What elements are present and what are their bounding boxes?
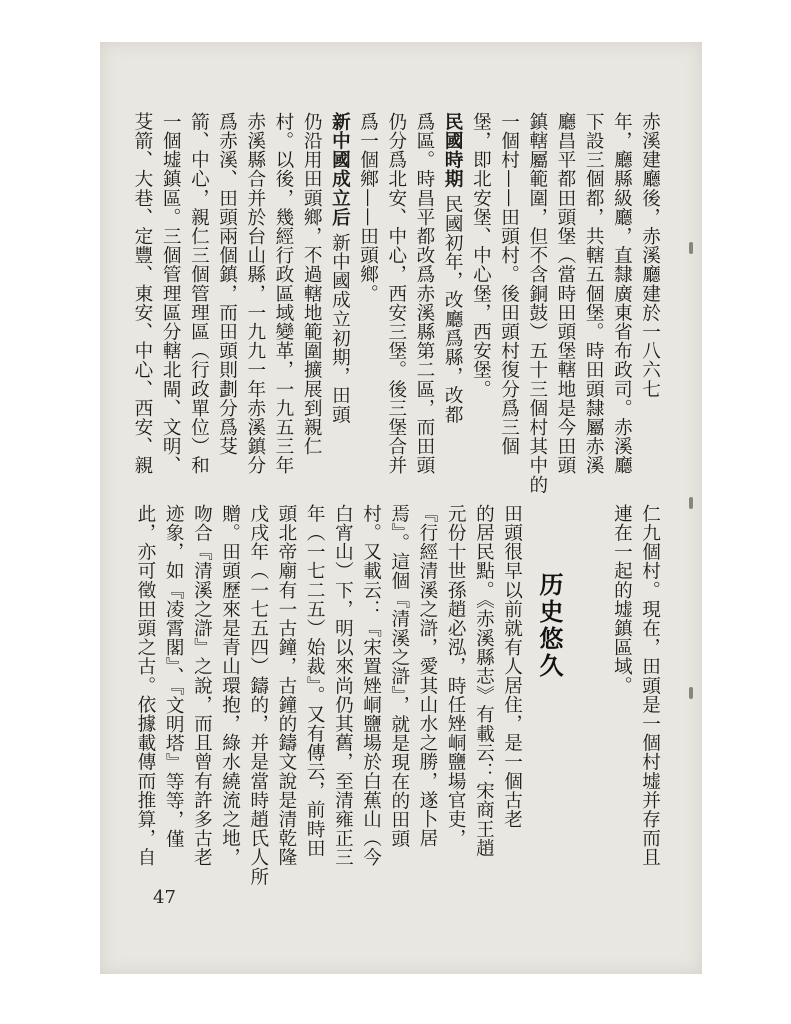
text-column: 贈。田頭歷來是青山環抱，綠水繞流之地，: [219, 504, 241, 867]
text-column: 頭北帝廟有一古鐘，古鐘的鑄文說是清乾隆: [275, 504, 297, 867]
text-column: 廳昌平都田頭堡（當時田頭堡轄地是今田頭: [554, 112, 576, 475]
text-column: 此，亦可徵田頭之古。依據載傳而推算，自: [134, 504, 156, 867]
text-column: 吻合『清溪之滸』之說，而且曾有許多古老: [191, 504, 213, 867]
text-column: 一個村——田頭村。後田頭村復分爲三個: [498, 112, 520, 456]
text-column: 箭、中心，親仁三個管理區（行政單位）和: [188, 112, 210, 475]
text-column: [443, 112, 462, 424]
text-column: 爲區。時昌平都改爲赤溪縣第二區，而田頭: [413, 112, 435, 475]
text-column: [330, 112, 349, 424]
text-column: 『行經清溪之滸，愛其山水之勝，遂卜居: [416, 504, 438, 848]
text-column: 的居民點。《赤溪縣志》有載云：宋商王趙: [473, 504, 495, 858]
text-column: 鎮轄屬範圍，但不含銅鼓）五十三個村其中的: [526, 112, 548, 494]
text-column: 一個墟鎮區。三個管理區分轄北閘、文明、: [160, 112, 182, 475]
text-run: 民國初年，改廳爲縣，改都: [442, 188, 464, 425]
text-column: 迹象，如『凌霄閣』、『文明塔』等等，僅: [163, 504, 185, 849]
text-column: 田頭很早以前就有人居住，是一個古老: [501, 504, 523, 829]
text-run: 新中國成立初期，田頭: [329, 226, 351, 425]
text-column: 年（一七二五）始裁』。又有傳云，前時田: [304, 504, 326, 858]
edge-mark: [689, 687, 693, 699]
section-title: 历史悠久: [535, 572, 563, 680]
text-column: 仍沿用田頭鄉，不過轄地範圍擴展到親仁: [301, 112, 323, 456]
text-column: 爲一個鄉——田頭鄉。: [357, 112, 379, 303]
subsection-heading: 民國時期: [442, 112, 464, 189]
subsection-heading: 新中國成立后: [329, 112, 351, 227]
text-column: 赤溪縣合并於台山縣，一九九一年赤溪鎮分: [244, 112, 266, 475]
text-column: 仍分爲北安、中心，西安三堡。後三堡合并: [385, 112, 407, 475]
text-column: 村。以後，幾經行政區域變革，一九五三年: [272, 112, 294, 475]
text-column: 赤溪建廳後，赤溪廳建於一八六七: [639, 112, 661, 399]
text-column: 村。又載云：『宋置矬峒鹽場於白蕉山（今: [360, 504, 382, 867]
text-column: 芟箭、大巷、定豐、東安、中心、西安、親: [131, 112, 153, 475]
text-column: 年，廳縣級廳，直隸廣東省布政司。赤溪廳: [611, 112, 633, 475]
edge-mark: [689, 242, 693, 254]
text-column: 元份十世孫趙必泓，時任矬峒鹽場官吏，: [445, 504, 467, 848]
page-number: 47: [153, 887, 176, 908]
text-column: 爲赤溪、田頭兩個鎮，而田頭則劃分爲芟: [216, 112, 238, 456]
text-column: 連在一起的墟鎮區域。: [611, 504, 633, 695]
edge-mark: [689, 497, 693, 509]
text-column: 焉』。這個『清溪之滸』，就是現在的田頭: [388, 504, 410, 849]
text-column: 仁九個村。現在，田頭是一個村墟并存而且: [639, 504, 661, 867]
text-column: 下設三個都，共轄五個堡。時田頭隸屬赤溪: [583, 112, 605, 475]
scanned-page: [100, 42, 702, 974]
text-column: 白宵山）下，明以來尚仍其舊，至清雍正三: [332, 504, 354, 867]
text-column: 戊戌年（一七五四）鑄的，并是當時趙氏人所: [247, 504, 269, 886]
text-column: 堡，即北安堡、中心堡，西安堡。: [470, 112, 492, 399]
